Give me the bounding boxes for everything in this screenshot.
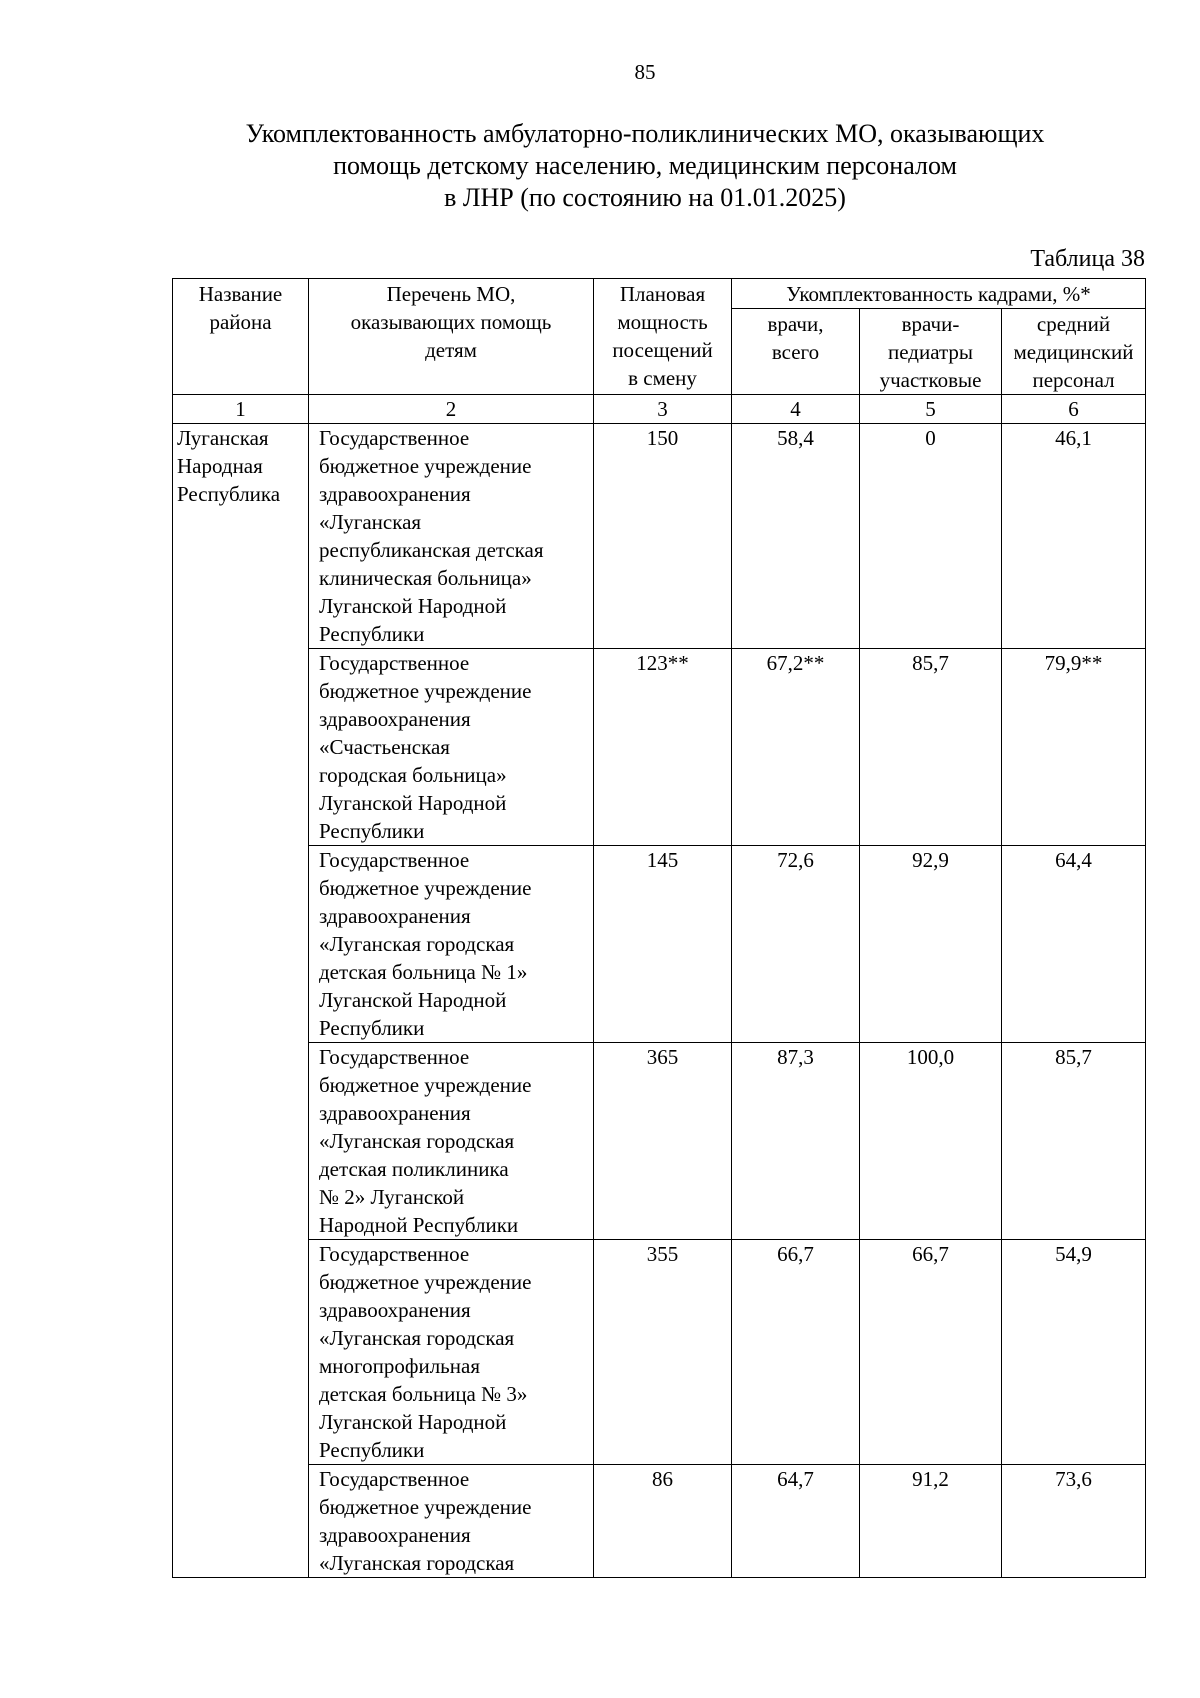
table-row <box>173 1043 1146 1240</box>
header-doctors <box>732 309 860 395</box>
org-name-cell <box>309 649 594 846</box>
doctors-cell: 66,7 <box>732 1240 860 1465</box>
org-name-line: «Луганская городская <box>319 1551 515 1575</box>
pediatricians-cell: 0 <box>860 424 1002 649</box>
header-line: педиатры <box>887 340 974 364</box>
org-name-line: «Луганская городская <box>319 1326 515 1350</box>
org-name-line: «Счастьенская <box>319 735 450 759</box>
column-number: 3 <box>594 395 732 424</box>
nurses-cell: 54,9 <box>1002 1240 1146 1465</box>
org-name-line: «Луганская городская <box>319 932 515 956</box>
org-name-line: детская больница № 1» <box>319 960 528 984</box>
org-name-line: городская больница» <box>319 763 507 787</box>
org-name-line: клиническая больница» <box>319 566 532 590</box>
capacity-cell: 355 <box>594 1240 732 1465</box>
org-name-line: республиканская детская <box>319 538 544 562</box>
org-name-line: Республики <box>319 622 425 646</box>
region-line: Республика <box>177 482 281 506</box>
table-row <box>173 424 1146 649</box>
title-line: Укомплектованность амбулаторно-поликлинических МО, оказывающих <box>245 119 1045 148</box>
nurses-cell: 46,1 <box>1002 424 1146 649</box>
org-name-line: здравоохранения <box>319 1101 471 1125</box>
header-line: медицинский <box>1013 340 1134 364</box>
doctors-cell: 87,3 <box>732 1043 860 1240</box>
org-name-line: здравоохранения <box>319 707 471 731</box>
column-number: 2 <box>309 395 594 424</box>
org-name-line: бюджетное учреждение <box>319 1073 532 1097</box>
org-name-line: бюджетное учреждение <box>319 1495 532 1519</box>
page-number: 85 <box>634 60 656 84</box>
table-row <box>173 846 1146 1043</box>
header-line: средний <box>1036 312 1111 336</box>
title-line: помощь детскому населению, медицинским персоналом <box>333 151 957 180</box>
org-name-cell <box>309 424 594 649</box>
header-line: мощность <box>617 310 708 334</box>
org-name-cell <box>309 1465 594 1578</box>
header-line: Название <box>198 282 283 306</box>
org-name-line: бюджетное учреждение <box>319 876 532 900</box>
header-line: оказывающих помощь <box>350 310 552 334</box>
capacity-cell: 145 <box>594 846 732 1043</box>
header-line: всего <box>771 340 820 364</box>
column-number-row <box>173 395 1146 424</box>
org-name-line: Государственное <box>319 426 470 450</box>
column-number: 5 <box>860 395 1002 424</box>
org-name-line: «Луганская <box>319 510 422 534</box>
org-name-line: Народной Республики <box>319 1213 519 1237</box>
nurses-cell: 64,4 <box>1002 846 1146 1043</box>
doctors-cell: 58,4 <box>732 424 860 649</box>
header-line: Перечень МО, <box>386 282 516 306</box>
org-name-line: бюджетное учреждение <box>319 679 532 703</box>
document-title <box>140 118 1150 214</box>
table-row <box>173 649 1146 846</box>
org-name-line: здравоохранения <box>319 904 471 928</box>
org-name-cell <box>309 846 594 1043</box>
org-name-line: детская больница № 3» <box>319 1382 528 1406</box>
org-name-line: детская поликлиника <box>319 1157 509 1181</box>
header-line: врачи- <box>901 312 960 336</box>
org-name-line: № 2» Луганской <box>319 1185 465 1209</box>
doctors-cell: 64,7 <box>732 1465 860 1578</box>
org-name-line: здравоохранения <box>319 1298 471 1322</box>
org-name-line: бюджетное учреждение <box>319 1270 532 1294</box>
org-name-cell <box>309 1240 594 1465</box>
org-name-line: Луганской Народной <box>319 594 507 618</box>
capacity-cell: 86 <box>594 1465 732 1578</box>
header-capacity <box>594 279 732 395</box>
region-line: Народная <box>177 454 263 478</box>
org-name-line: многопрофильная <box>319 1354 480 1378</box>
org-name-line: Республики <box>319 819 425 843</box>
header-line: посещений <box>612 338 713 362</box>
header-line: врачи, <box>767 312 824 336</box>
header-staffing: Укомплектованность кадрами, %* <box>732 279 1146 309</box>
column-number: 1 <box>173 395 309 424</box>
title-line: в ЛНР (по состоянию на 01.01.2025) <box>444 183 846 212</box>
pediatricians-cell: 91,2 <box>860 1465 1002 1578</box>
region-line: Луганская <box>177 426 269 450</box>
capacity-cell: 150 <box>594 424 732 649</box>
header-region <box>173 279 309 395</box>
table-body <box>173 424 1146 1578</box>
org-name-line: Государственное <box>319 1467 470 1491</box>
capacity-cell: 123** <box>594 649 732 846</box>
org-name-line: Государственное <box>319 1242 470 1266</box>
org-name-line: бюджетное учреждение <box>319 454 532 478</box>
header-line: участковые <box>879 368 982 392</box>
nurses-cell: 85,7 <box>1002 1043 1146 1240</box>
org-name-line: Государственное <box>319 1045 470 1069</box>
nurses-cell: 79,9** <box>1002 649 1146 846</box>
capacity-cell: 365 <box>594 1043 732 1240</box>
header-line: детям <box>425 338 477 362</box>
org-name-line: здравоохранения <box>319 1523 471 1547</box>
org-name-line: Государственное <box>319 651 470 675</box>
org-name-line: Луганской Народной <box>319 988 507 1012</box>
staffing-table <box>172 278 1146 1578</box>
org-name-cell <box>309 1043 594 1240</box>
column-number: 6 <box>1002 395 1146 424</box>
header-orgs <box>309 279 594 395</box>
table-row <box>173 1240 1146 1465</box>
org-name-line: Луганской Народной <box>319 1410 507 1434</box>
org-name-line: Республики <box>319 1016 425 1040</box>
pediatricians-cell: 100,0 <box>860 1043 1002 1240</box>
pediatricians-cell: 92,9 <box>860 846 1002 1043</box>
header-line: Плановая <box>619 282 706 306</box>
table-row <box>173 1465 1146 1578</box>
doctors-cell: 72,6 <box>732 846 860 1043</box>
pediatricians-cell: 85,7 <box>860 649 1002 846</box>
nurses-cell: 73,6 <box>1002 1465 1146 1578</box>
org-name-line: Луганской Народной <box>319 791 507 815</box>
header-line: персонал <box>1032 368 1115 392</box>
pediatricians-cell: 66,7 <box>860 1240 1002 1465</box>
column-number: 4 <box>732 395 860 424</box>
header-pediatricians <box>860 309 1002 395</box>
header-line: района <box>209 310 272 334</box>
header-nurses <box>1002 309 1146 395</box>
org-name-line: здравоохранения <box>319 482 471 506</box>
table-header <box>173 279 1146 424</box>
org-name-line: Республики <box>319 1438 425 1462</box>
region-cell <box>173 424 309 1578</box>
header-line: в смену <box>628 366 697 390</box>
doctors-cell: 67,2** <box>732 649 860 846</box>
org-name-line: «Луганская городская <box>319 1129 515 1153</box>
table-caption: Таблица 38 <box>1030 246 1145 272</box>
org-name-line: Государственное <box>319 848 470 872</box>
